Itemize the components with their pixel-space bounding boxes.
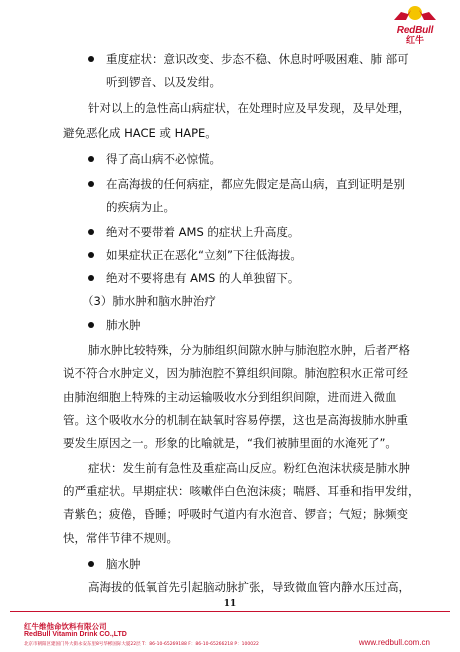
paragraph-line: 避免恶化成 HACE 或 HAPE。: [63, 126, 217, 140]
bullet-icon: [88, 275, 94, 281]
brand-name: RedBull: [396, 25, 434, 36]
paragraph-line: 针对以上的急性高山病症状，在处理时应及早发现，及早处理，: [88, 101, 410, 115]
bullet-item-text: 绝对不要将患有 AMS 的人单独留下。: [106, 271, 300, 285]
bullet-icon: [88, 252, 94, 258]
bullet-item-text: 绝对不要带着 AMS 的症状上升高度。: [106, 225, 300, 239]
bullet-icon: [88, 229, 94, 235]
paragraph-line: 管。这个吸收水分的机制在缺氧时容易停摆，这也是高海拔肺水肿重: [63, 413, 408, 427]
paragraph-line: 的疾病为止。: [106, 200, 175, 214]
paragraph-line: 听到锣音、以及发绀。: [106, 75, 221, 89]
brand-name-cn: 红牛: [405, 36, 424, 46]
paragraph-line: 快，常伴节律不规则。: [63, 531, 178, 545]
footer-company-cn: 红牛维他命饮料有限公司: [24, 622, 107, 631]
bullet-item-text: 肺水肿: [106, 318, 141, 332]
paragraph-line: 高海拔的低氧首先引起脑动脉扩张，导致微血管内静水压过高，: [88, 580, 410, 594]
paragraph-line: 症状：发生前有急性及重症高山反应。粉红色泡沫状痰是肺水肿: [88, 461, 410, 475]
bullet-icon: [88, 561, 94, 567]
bullet-item-text: 得了高山病不必惊慌。: [106, 152, 221, 166]
paragraph-line: 由肺泡细胞上特殊的主动运输吸收水分到组织间隙，进而进入微血: [63, 390, 397, 404]
bullet-icon: [88, 156, 94, 162]
paragraph-line: 要发生原因之一。形象的比喻就是，“我们被肺里面的水淹死了”。: [63, 436, 397, 450]
redbull-logo: [382, 4, 448, 50]
footer-company-en: RedBull Vitamin Drink CO.,LTD: [24, 631, 127, 638]
page-number: 11: [223, 599, 237, 609]
footer: [0, 612, 460, 652]
bullet-icon: [88, 181, 94, 187]
paragraph-line: 肺水肿比较特殊，分为肺组织间隙水肿与肺泡腔水肿，后者严格: [88, 343, 410, 357]
bullet-icon: [88, 56, 94, 62]
footer-website: www.redbull.com.cn: [358, 638, 430, 647]
bull-emblem-icon: [392, 4, 438, 26]
paragraph-line: 的严重症状。早期症状：咳嗽伴白色泡沫痰；喘唇、耳垂和指甲发绀，: [63, 484, 420, 498]
footer-address: 北京市朝阳区建国门外大街永安东里8号华彬国际大厦22层 T：86-10-65269188 F：86-10-65266218 P：100022: [24, 642, 259, 647]
paragraph-line: （3）肺水肿和脑水肿治疗: [82, 294, 216, 308]
bullet-item-text: 脑水肿: [106, 557, 141, 571]
bullet-item-text: 如果症状正在恶化“立刻”下往低海拔。: [106, 248, 302, 262]
paragraph-line: 说不符合水肿定义，因为肺泡腔不算组织间隙。肺泡腔积水正常可经: [63, 366, 408, 380]
bullet-icon: [88, 322, 94, 328]
paragraph-line: 青紫色；疲倦，昏睡；呼吸时气道内有水泡音、锣音；气短；脉频变: [63, 507, 408, 521]
bullet-item-text: 在高海拔的任何病症，都应先假定是高山病，直到证明是别: [106, 177, 405, 191]
bullet-item-text: 重度症状：意识改变、步态不稳、休息时呼吸困难、肺 部可: [106, 52, 409, 66]
